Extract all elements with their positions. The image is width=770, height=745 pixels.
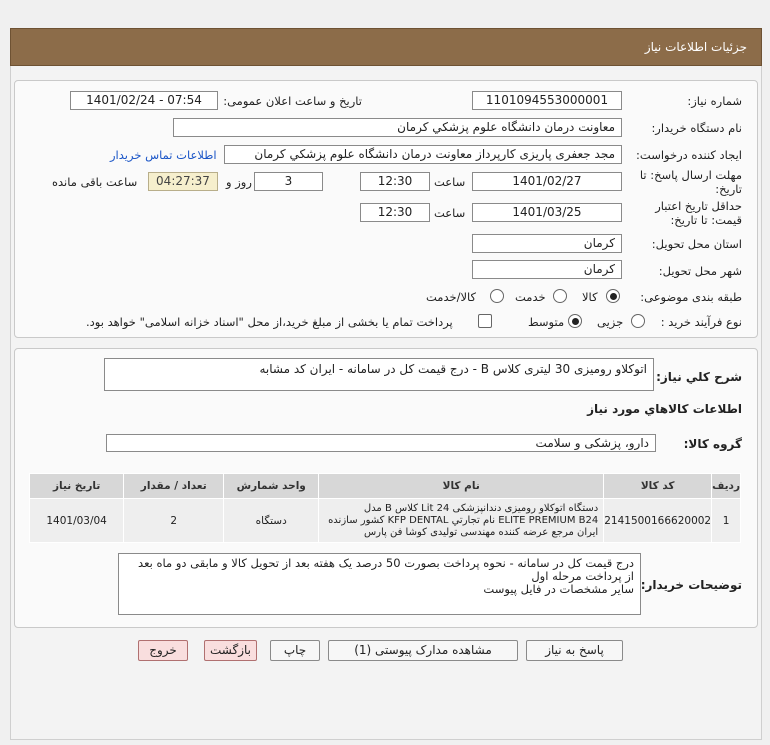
remaining-label: ساعت باقی مانده	[52, 175, 138, 189]
category-radio-service[interactable]	[553, 289, 567, 303]
process-medium-label: متوسط	[528, 315, 565, 329]
cell-name-line2: ELITE PREMIUM B24 نام تجارتي KFP DENTAL کشور سازنده	[328, 514, 599, 526]
treasury-checkbox[interactable]	[478, 314, 492, 328]
col-code: کد کالا	[604, 474, 712, 499]
col-row: ردیف	[712, 474, 741, 499]
buyer-notes-line3: سایر مشخصات در فایل پیوست	[483, 582, 634, 596]
requester-label: ایجاد کننده درخواست:	[636, 148, 742, 162]
announce-label: تاریخ و ساعت اعلان عمومی:	[223, 94, 362, 108]
validity-label-2: قیمت: تا تاریخ:	[670, 213, 742, 227]
title-bar	[10, 28, 762, 66]
buyer-org-label: نام دستگاه خریدار:	[651, 121, 742, 135]
remaining-time-field: 04:27:37	[148, 172, 218, 191]
buyer-notes-line1: درج قیمت کل در سامانه - نحوه پرداخت بصورت 50 درصد یک هفته بعد از تحویل کالا و مابقی دو ماه بعد	[138, 556, 634, 570]
city-field: کرمان	[472, 260, 622, 279]
view-attachments-button[interactable]: مشاهده مدارک پیوستی (1)	[328, 640, 518, 661]
buyer-notes-line2: از پرداخت مرحله اول	[531, 569, 634, 583]
process-label: نوع فرآیند خرید :	[660, 315, 742, 329]
process-radio-medium[interactable]	[568, 314, 582, 328]
deadline-label-1: مهلت ارسال پاسخ: تا	[639, 168, 742, 182]
days-field: 3	[254, 172, 323, 191]
col-date: تاریخ نیاز	[30, 474, 124, 499]
page-title: جزئیات اطلاعات نیاز	[644, 40, 747, 54]
province-field: کرمان	[472, 234, 622, 253]
table-header-row	[30, 474, 741, 499]
cell-name-line1: دستگاه اتوکلاو رومیزی دندانپزشکی 24 Lit کلاس B مدل	[363, 502, 599, 514]
buyer-org-field: معاونت درمان دانشگاه علوم پزشکي کرمان	[173, 118, 622, 137]
need-number-field: 1101094553000001	[472, 91, 622, 110]
cell-unit: دستگاه	[224, 499, 319, 543]
col-qty: تعداد / مقدار	[124, 474, 224, 499]
validity-time-label: ساعت	[434, 206, 466, 220]
category-radio-goods[interactable]	[606, 289, 620, 303]
treasury-note: پرداخت تمام یا بخشی از مبلغ خرید،از محل "اسناد خزانه اسلامی" خواهد بود.	[86, 315, 453, 329]
goods-group-field: دارو، پزشکی و سلامت	[106, 434, 656, 452]
buyer-notes-field	[118, 553, 641, 615]
city-label: شهر محل تحویل:	[658, 264, 742, 278]
validity-label-1: حداقل تاریخ اعتبار	[655, 199, 742, 213]
col-name: نام کالا	[319, 474, 604, 499]
goods-info-title: اطلاعات کالاهاي مورد نیاز	[587, 402, 742, 416]
need-summary-field: اتوکلاو رومیزی 30 لیتری کلاس B - درج قیمت کل در سامانه - ایران کد مشابه	[104, 358, 654, 391]
cell-name	[319, 499, 604, 543]
deadline-time-field: 12:30	[360, 172, 430, 191]
deadline-label-2: تاریخ:	[715, 182, 742, 196]
goods-group-label: گروه کالا:	[683, 437, 742, 451]
buyer-contact-link[interactable]: اطلاعات تماس خریدار	[110, 148, 217, 162]
announce-field: 1401/02/24 - 07:54	[70, 91, 218, 110]
category-service-label: خدمت	[515, 290, 546, 304]
process-radio-minor[interactable]	[631, 314, 645, 328]
category-goods-service-label: کالا/خدمت	[426, 290, 477, 304]
table-row	[30, 499, 741, 543]
col-unit: واحد شمارش	[224, 474, 319, 499]
cell-qty: 2	[124, 499, 224, 543]
reply-button[interactable]: پاسخ به نیاز	[526, 640, 623, 661]
cell-date: 1401/03/04	[30, 499, 124, 543]
goods-table	[29, 473, 741, 543]
validity-date-field: 1401/03/25	[472, 203, 622, 222]
category-label: طبقه بندی موضوعی:	[640, 290, 742, 304]
requester-field: مجد جعفری پاریزی کارپرداز معاونت درمان دانشگاه علوم پزشکي کرمان	[224, 145, 622, 164]
cell-row: 1	[712, 499, 741, 543]
deadline-time-label: ساعت	[434, 175, 466, 189]
cell-name-line3: ایران مرجع عرضه کننده مهندسی تولیدی کوشا فن پارس	[363, 526, 599, 538]
back-button[interactable]: بازگشت	[204, 640, 257, 661]
exit-button[interactable]: خروج	[138, 640, 188, 661]
validity-time-field: 12:30	[360, 203, 430, 222]
cell-code: 2141500166620002	[604, 499, 712, 543]
days-label: روز و	[226, 175, 252, 189]
category-radio-goods-service[interactable]	[490, 289, 504, 303]
province-label: استان محل تحویل:	[651, 237, 742, 251]
process-minor-label: جزیی	[597, 315, 624, 329]
need-summary-label: شرح کلي نیاز:	[656, 370, 742, 384]
need-number-label: شماره نیاز:	[687, 94, 742, 108]
buyer-notes-label: توضیحات خریدار:	[640, 578, 742, 592]
print-button[interactable]: چاپ	[270, 640, 320, 661]
category-goods-label: کالا	[582, 290, 598, 304]
deadline-date-field: 1401/02/27	[472, 172, 622, 191]
